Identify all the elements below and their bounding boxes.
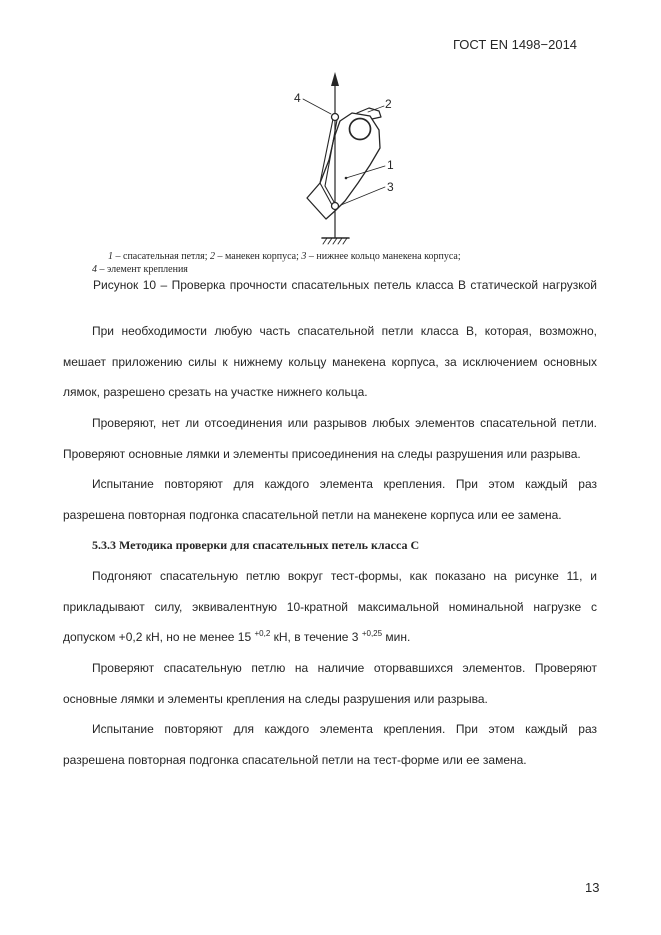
load-arrow-head-icon [331,72,339,86]
document-code-header: ГОСТ EN 1498−2014 [453,37,578,52]
tolerance-superscript: +0,2 [254,629,271,639]
legend-number: 2 [210,251,215,262]
legend-text: – нижнее кольцо манекена корпуса; [306,251,461,262]
paragraph-line: Подгоняют спасательную петлю вокруг тест-формы, как показано на рисунке 11, и [92,569,597,584]
figure-label-1: 1 [387,158,394,172]
rescue-loop-strap [320,119,333,205]
legend-number: 3 [301,251,307,262]
leader-dot-1 [345,177,348,180]
tolerance-text: мин. [382,630,411,645]
lower-torso-ring [332,203,339,210]
figure-caption: Рисунок 10 – Проверка прочности спасательных петель класса В статической нагрузкой [93,278,597,292]
leader-line-4 [303,99,331,114]
figure-label-3: 3 [387,180,394,194]
paragraph-line: При необходимости любую часть спасательной петли класса В, которая, возможно, [92,324,597,338]
paragraph-line: мешает приложению силы к нижнему кольцу манекена корпуса, за исключением основных [63,354,597,369]
figure-label-4: 4 [294,91,301,105]
paragraph-line: Проверяют, нет ли отсоединения или разрывов любых элементов спасательной петли. [92,415,597,430]
legend-number: 1 [108,251,113,262]
legend-number: 4 [92,264,97,275]
leader-line-3 [341,187,385,205]
page-number: 13 [585,880,600,895]
leader-line-1 [346,166,385,178]
section-heading: 5.3.3 Методика проверки для спасательных петель класса С [92,538,420,553]
paragraph-line: разрешена повторная подгонка спасательной петли на тест-форме или ее замена. [63,752,527,767]
attachment-element-ring [332,114,339,121]
figure-10-drawing [280,60,420,250]
paragraph-line: Испытание повторяют для каждого элемента крепления. При этом каждый раз [92,722,597,737]
paragraph-line: лямок, разрешено срезать на участке нижнего кольца. [63,385,368,400]
ground-hatching [323,238,347,244]
manikin-neck-circle [350,119,371,140]
figure-label-2: 2 [385,97,392,111]
tolerance-text: допуском +0,2 кН, но не менее 15 [63,630,255,645]
figure-legend-line [92,263,188,276]
manikin-torso [307,113,380,219]
paragraph-line: Испытание повторяют для каждого элемента крепления. При этом каждый раз [92,477,597,492]
figure-legend-line [108,250,461,263]
paragraph-line [63,622,597,653]
legend-text: – спасательная петля; [113,251,210,262]
manikin-top-bracket [357,108,381,119]
paragraph-line: разрешена повторная подгонка спасательной петли на манекене корпуса или ее замена. [63,507,562,522]
tolerance-superscript: +0,25 [361,629,383,639]
legend-text: – элемент крепления [97,264,188,275]
tolerance-text: кН, в течение 3 [270,630,362,645]
legend-text: – манекен корпуса; [215,251,302,262]
paragraph-line: Проверяют спасательную петлю на наличие оторвавшихся элементов. Проверяют [92,661,597,676]
paragraph-line: Проверяют основные лямки и элементы присоединения на следы разрушения или разрыва. [63,446,581,461]
body-text-column [63,316,597,776]
paragraph-line: прикладывают силу, эквивалентную 10-кратной максимальной номинальной нагрузке с [63,599,597,614]
paragraph-line: основные лямки и элементы крепления на следы разрушения или разрыва. [63,691,488,706]
